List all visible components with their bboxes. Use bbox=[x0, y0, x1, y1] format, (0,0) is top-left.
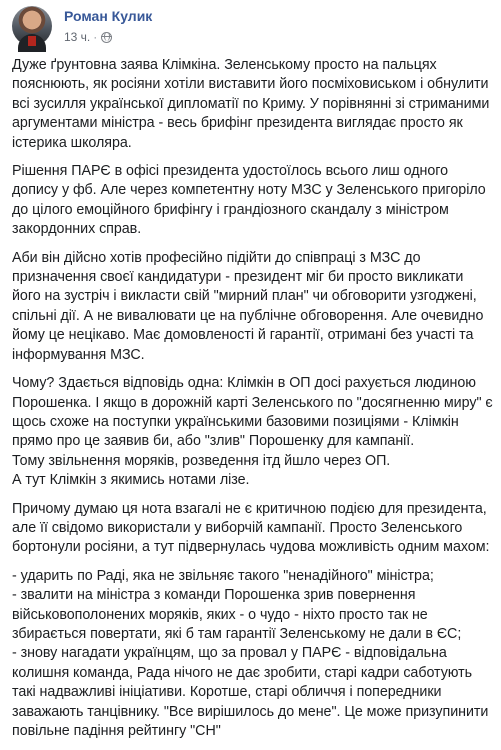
post-text-line: Аби він дійсно хотів професійно підійти до співпраці з МЗС до bbox=[12, 249, 421, 266]
post-text-line: спільні дії. А не вивалювати це на публічне обговорення. Але очевидно bbox=[12, 307, 484, 324]
post-paragraph bbox=[12, 374, 493, 490]
post-text-line: щось схоже на поступки українськими базовими позиціями - Клімкін bbox=[12, 413, 459, 430]
avatar-shirt bbox=[28, 36, 36, 46]
post-text-line: збирається повертати, які б там гарантії Зеленському не дали в ЄС; bbox=[12, 625, 462, 642]
post-text-line: такі надважливі ініціативи. Коротше, старі обличчя і попередники bbox=[12, 684, 442, 701]
post-text-line: йому це нецікаво. Має домовленості й гарантії, отримані без участі та bbox=[12, 327, 474, 344]
post-text-line: але її свідомо використали у виборчій кампанії. Просто Зеленського bbox=[12, 519, 463, 536]
post-text-line: колишня команда, Рада нічого не дає зробити, старі кадри саботують bbox=[12, 664, 473, 681]
post-paragraph bbox=[12, 249, 493, 365]
post-text-line: Тому звільнення моряків, розведення ітд йшло через ОП. bbox=[12, 452, 391, 469]
post-text-line: прямо про це заявив би, або "злив" Порошенку для кампанії. bbox=[12, 433, 415, 450]
post-text-line: його на зустріч і викласти свій "мирний план" чи обговорити узгоджені, bbox=[12, 288, 477, 305]
post-paragraph bbox=[12, 56, 493, 153]
post-paragraph bbox=[12, 162, 493, 240]
post-text-line: - ударить по Раді, яка не звільняє такого "ненадійного" міністра; bbox=[12, 567, 434, 584]
post-meta bbox=[64, 30, 112, 44]
globe-icon[interactable] bbox=[101, 32, 112, 43]
post-text-line: до цілого емоційного брифінгу і грандіозного скандалу з міністром bbox=[12, 201, 449, 218]
post-text-line: повільне падіння рейтингу "СН" bbox=[12, 723, 221, 739]
post-text-line: - звалити на міністра з команди Порошенка зрив повернення bbox=[12, 587, 416, 604]
post-text-line: Причому думаю ця нота взагалі не є критичною подією для президента, bbox=[12, 500, 487, 517]
post-text-line: істерика школяра. bbox=[12, 134, 132, 151]
post-header bbox=[12, 6, 489, 50]
post-text-line: Рішення ПАРЄ в офісі президента удостоїлось всього лиш одного bbox=[12, 163, 449, 180]
post-text-line: А тут Клімкін з якимись нотами лізе. bbox=[12, 472, 250, 489]
post-text-line: Дуже ґрунтовна заява Клімкіна. Зеленському просто на пальцях bbox=[12, 57, 437, 73]
post-text-line: всі зусилля української дипломатії по Криму. У порівнянні зі стриманими bbox=[12, 95, 490, 112]
post-text-line: Порошенка. І якщо в дорожній карті Зеленського по "досягненню миру" є bbox=[12, 394, 493, 411]
avatar[interactable] bbox=[12, 6, 52, 46]
post-text-line: допису у фб. Але через компетентну ноту МЗС у Зеленського пригоріло bbox=[12, 182, 486, 199]
post-body bbox=[12, 56, 493, 750]
post-text-line: аргументами міністра - весь брифінг президента виглядає просто як bbox=[12, 115, 463, 132]
post-text-line: інформування МЗС. bbox=[12, 346, 145, 363]
post-text-line: Чому? Здається відповідь одна: Клімкін в ОП досі рахується людиною bbox=[12, 375, 476, 392]
post-text-line: призначення своєї кандидатури - президент міг би просто викликати bbox=[12, 269, 464, 286]
meta-separator: · bbox=[93, 30, 98, 44]
post-text-line: пояснюють, як росіяни хотіли виставити його посміховиськом і обнулити bbox=[12, 76, 489, 93]
post-paragraph bbox=[12, 567, 493, 742]
author-name[interactable]: Роман Кулик bbox=[64, 8, 153, 24]
post-text-line: закордонних справ. bbox=[12, 221, 142, 238]
post-timestamp[interactable]: 13 ч. bbox=[64, 30, 91, 44]
post-paragraph bbox=[12, 500, 493, 558]
post-text-line: заважають танцівнику. "Все вирішилось до мене". Це може призупинити bbox=[12, 703, 489, 720]
post-text-line: військовополонених моряків, яких - о чудо - ніхто просто так не bbox=[12, 606, 428, 623]
post-text-line: - знову нагадати українцям, що за провал у ПАРЄ - відповідальна bbox=[12, 645, 447, 662]
post-text-line: бортонули росіяни, а тут підвернулась чудова можливість одним махом: bbox=[12, 539, 490, 556]
